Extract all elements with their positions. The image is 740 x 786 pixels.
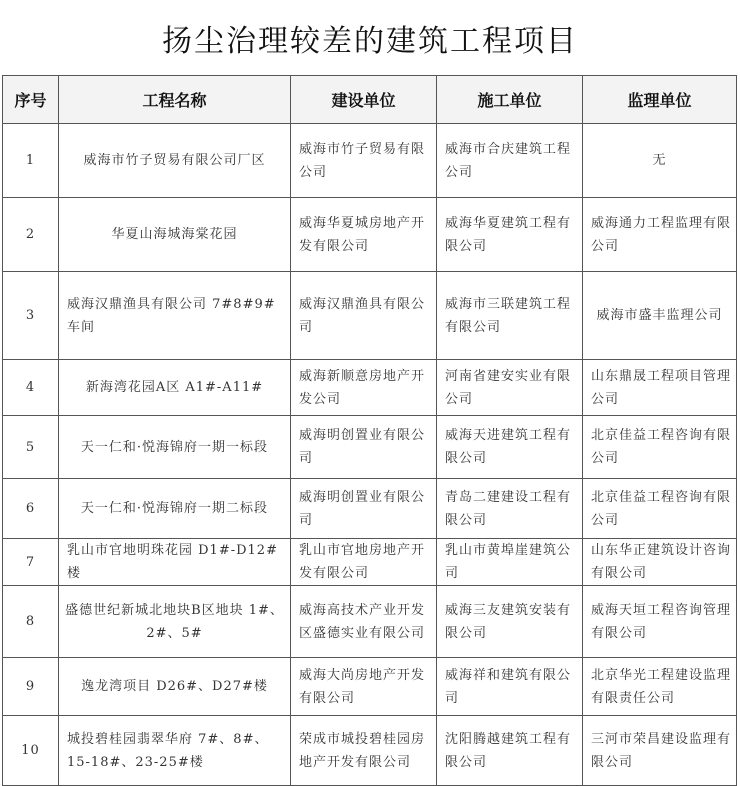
contractor: 沈阳腾越建筑工程有限公司: [437, 716, 583, 786]
contractor: 威海华夏建筑工程有限公司: [437, 198, 583, 272]
contractor: 威海三友建筑安装有限公司: [437, 586, 583, 658]
developer: 威海新顺意房地产开发公司: [291, 360, 437, 416]
table-row: [3, 479, 737, 539]
table-row: [3, 198, 737, 272]
contractor: 威海市合庆建筑工程公司: [437, 124, 583, 198]
project-name: 盛德世纪新城北地块B区地块 1#、2#、5#: [59, 586, 291, 658]
project-name: 威海汉鼎渔具有限公司 7#8#9#车间: [59, 272, 291, 360]
row-index: 2: [3, 198, 59, 272]
table-row: [3, 360, 737, 416]
developer: 威海市竹子贸易有限公司: [291, 124, 437, 198]
row-index: 10: [3, 716, 59, 786]
row-index: 6: [3, 479, 59, 539]
supervisor: 无: [583, 124, 737, 198]
contractor: 乳山市黄埠崖建筑公司: [437, 539, 583, 586]
table-row: [3, 586, 737, 658]
table-row: [3, 272, 737, 360]
table-header-row: [3, 76, 737, 124]
project-name: 威海市竹子贸易有限公司厂区: [59, 124, 291, 198]
supervisor: 山东鼎晟工程项目管理公司: [583, 360, 737, 416]
contractor: 威海天进建筑工程有限公司: [437, 416, 583, 479]
contractor: 威海祥和建筑有限公司: [437, 658, 583, 716]
developer: 威海高技术产业开发区盛德实业有限公司: [291, 586, 437, 658]
supervisor: 山东华正建筑设计咨询有限公司: [583, 539, 737, 586]
table-row: [3, 124, 737, 198]
row-index: 1: [3, 124, 59, 198]
developer: 威海明创置业有限公司: [291, 479, 437, 539]
header-developer: 建设单位: [291, 76, 437, 124]
row-index: 7: [3, 539, 59, 586]
supervisor: 北京华光工程建设监理有限责任公司: [583, 658, 737, 716]
header-index: 序号: [3, 76, 59, 124]
supervisor: 威海天垣工程咨询管理有限公司: [583, 586, 737, 658]
supervisor: 三河市荣昌建设监理有限公司: [583, 716, 737, 786]
project-name: 新海湾花园A区 A1#-A11#: [59, 360, 291, 416]
project-name: 华夏山海城海棠花园: [59, 198, 291, 272]
developer: 威海华夏城房地产开发有限公司: [291, 198, 437, 272]
header-contractor: 施工单位: [437, 76, 583, 124]
header-project-name: 工程名称: [59, 76, 291, 124]
project-name: 乳山市官地明珠花园 D1#-D12#楼: [59, 539, 291, 586]
header-supervisor: 监理单位: [583, 76, 737, 124]
developer: 乳山市官地房地产开发有限公司: [291, 539, 437, 586]
contractor: 青岛二建建设工程有限公司: [437, 479, 583, 539]
supervisor: 北京佳益工程咨询有限公司: [583, 479, 737, 539]
supervisor: 威海通力工程监理有限公司: [583, 198, 737, 272]
project-name: 城投碧桂园翡翠华府 7#、8#、15-18#、23-25#楼: [59, 716, 291, 786]
row-index: 9: [3, 658, 59, 716]
developer: 威海大尚房地产开发有限公司: [291, 658, 437, 716]
developer: 威海汉鼎渔具有限公司: [291, 272, 437, 360]
developer: 威海明创置业有限公司: [291, 416, 437, 479]
project-table: [2, 75, 737, 786]
table-row: [3, 416, 737, 479]
project-name: 逸龙湾项目 D26#、D27#楼: [59, 658, 291, 716]
contractor: 河南省建安实业有限公司: [437, 360, 583, 416]
project-name: 天一仁和·悦海锦府一期二标段: [59, 479, 291, 539]
table-row: [3, 658, 737, 716]
table-row: [3, 539, 737, 586]
row-index: 5: [3, 416, 59, 479]
developer: 荣成市城投碧桂园房地产开发有限公司: [291, 716, 437, 786]
contractor: 威海市三联建筑工程有限公司: [437, 272, 583, 360]
project-name: 天一仁和·悦海锦府一期一标段: [59, 416, 291, 479]
supervisor: 北京佳益工程咨询有限公司: [583, 416, 737, 479]
supervisor: 威海市盛丰监理公司: [583, 272, 737, 360]
row-index: 4: [3, 360, 59, 416]
page-title: 扬尘治理较差的建筑工程项目: [162, 24, 578, 59]
row-index: 3: [3, 272, 59, 360]
table-row: [3, 716, 737, 786]
row-index: 8: [3, 586, 59, 658]
